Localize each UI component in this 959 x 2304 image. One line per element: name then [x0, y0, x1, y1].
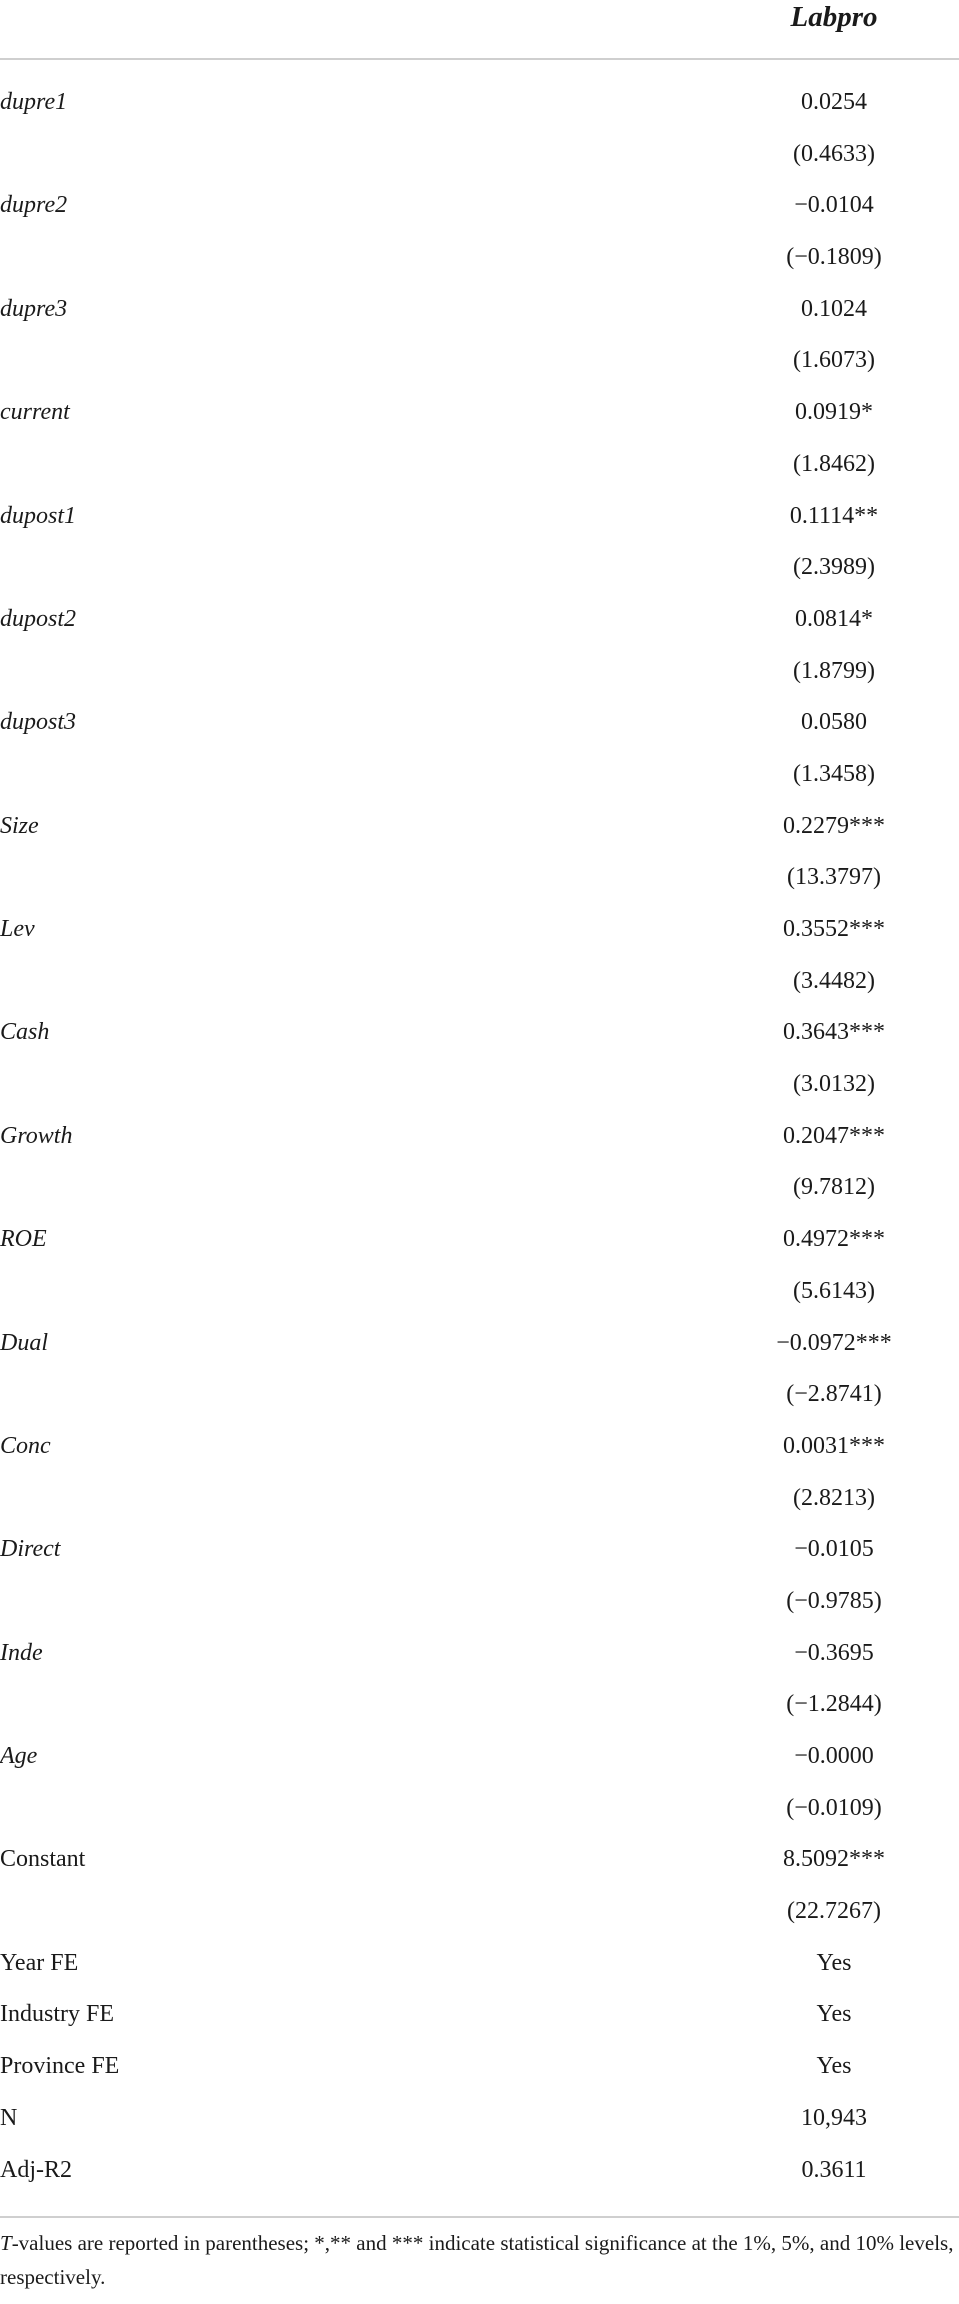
- table-row: [0, 653, 959, 705]
- table-row: [0, 84, 959, 136]
- table-body: [0, 84, 959, 2203]
- row-value: 0.1114**: [789, 502, 879, 529]
- row-value: (1.8462): [793, 450, 875, 477]
- row-value: (1.6073): [793, 347, 875, 374]
- table-row: [0, 2152, 959, 2204]
- row-label: Cash: [0, 1019, 50, 1046]
- row-label: Age: [0, 1743, 38, 1769]
- row-value: (−0.0109): [786, 1794, 882, 1821]
- row-label: ROE: [0, 1226, 47, 1253]
- row-value: (−0.1809): [786, 244, 882, 271]
- row-value: 0.0031***: [783, 1432, 885, 1459]
- row-value: Yes: [816, 2001, 852, 2028]
- row-value: 8.5092***: [783, 1846, 885, 1873]
- footnote-text: -values are reported in parentheses; *,** and *** indicate statistical significance at the 1%, 5%, and 10% levels, respectively.: [0, 2231, 954, 2289]
- table-row: [0, 1531, 959, 1583]
- row-label: Adj-R2: [0, 2156, 72, 2183]
- row-value: (9.7812): [793, 1174, 875, 1201]
- row-value: −0.0972***: [776, 1329, 892, 1356]
- row-value: (−1.2844): [786, 1691, 882, 1718]
- row-label: Inde: [0, 1639, 43, 1666]
- row-value: 0.0814*: [795, 605, 873, 632]
- row-value: −0.0104: [794, 192, 874, 219]
- table-row: [0, 963, 959, 1015]
- row-value: 0.3552***: [783, 916, 885, 942]
- header-divider: [0, 58, 959, 60]
- row-value: 0.3643***: [783, 1019, 885, 1046]
- row-label: Province FE: [0, 2053, 120, 2080]
- row-value: (−2.8741): [786, 1381, 882, 1408]
- row-label: N: [0, 2104, 18, 2131]
- footnote-t-letter: T: [0, 2231, 12, 2255]
- table-row: [0, 1325, 959, 1377]
- row-label: dupre1: [0, 89, 68, 115]
- row-value: (3.4482): [793, 967, 875, 994]
- row-value: 0.2047***: [783, 1122, 885, 1149]
- row-label: Dual: [0, 1329, 48, 1356]
- table-row: [0, 549, 959, 601]
- table-row: [0, 1376, 959, 1428]
- table-row: [0, 1273, 959, 1325]
- table-row: [0, 1686, 959, 1738]
- column-header-labpro: Labpro: [790, 1, 878, 33]
- table-row: [0, 1118, 959, 1170]
- table-row: [0, 2100, 959, 2152]
- footer-divider: [0, 2216, 959, 2218]
- table-row: [0, 498, 959, 550]
- row-value: (0.4633): [793, 140, 875, 167]
- row-value: (2.3989): [793, 554, 875, 581]
- table-row: [0, 1221, 959, 1273]
- table-row: [0, 1066, 959, 1118]
- row-label: dupost1: [0, 502, 77, 529]
- row-value: 0.1024: [801, 295, 867, 322]
- row-label: Constant: [0, 1846, 86, 1873]
- table-row: [0, 1841, 959, 1893]
- table-row: [0, 1893, 959, 1945]
- row-value: (1.3458): [793, 760, 875, 787]
- row-value: 0.0580: [801, 709, 867, 736]
- row-value: 0.0919*: [795, 399, 873, 426]
- table-row: [0, 1428, 959, 1480]
- table-row: [0, 1635, 959, 1687]
- table-row: [0, 291, 959, 343]
- row-value: (−0.9785): [786, 1587, 882, 1614]
- table-row: [0, 446, 959, 498]
- table-row: [0, 1169, 959, 1221]
- table-row: [0, 136, 959, 188]
- row-label: dupre3: [0, 295, 68, 322]
- table-row: [0, 808, 959, 860]
- table-row: [0, 1790, 959, 1842]
- row-label: Direct: [0, 1536, 61, 1563]
- table-footnote: [0, 2226, 959, 2294]
- row-value: −0.0105: [794, 1536, 874, 1563]
- row-value: 10,943: [801, 2104, 867, 2131]
- row-label: Year FE: [0, 1949, 79, 1976]
- table-row: [0, 601, 959, 653]
- table-row: [0, 1996, 959, 2048]
- row-value: (13.3797): [787, 864, 881, 891]
- row-value: (1.8799): [793, 657, 875, 684]
- row-value: (22.7267): [787, 1898, 881, 1925]
- table-row: [0, 1583, 959, 1635]
- row-value: Yes: [816, 1949, 852, 1976]
- row-label: Size: [0, 812, 39, 839]
- row-label: Growth: [0, 1122, 73, 1149]
- table-row: [0, 911, 959, 963]
- row-label: dupost3: [0, 709, 77, 736]
- row-value: 0.4972***: [783, 1226, 885, 1253]
- row-value: −0.0000: [794, 1743, 874, 1769]
- row-label: dupost2: [0, 605, 77, 632]
- row-label: Industry FE: [0, 2001, 114, 2028]
- table-row: [0, 756, 959, 808]
- row-label: Lev: [0, 916, 35, 942]
- row-label: dupre2: [0, 192, 68, 219]
- row-label: current: [0, 399, 70, 426]
- table-row: [0, 1738, 959, 1790]
- table-row: [0, 859, 959, 911]
- table-row: [0, 1945, 959, 1997]
- table-row: [0, 2048, 959, 2100]
- row-value: (3.0132): [793, 1071, 875, 1098]
- row-value: Yes: [816, 2053, 852, 2080]
- row-label: Conc: [0, 1432, 51, 1459]
- row-value: 0.0254: [801, 89, 867, 115]
- table-row: [0, 187, 959, 239]
- row-value: 0.2279***: [783, 812, 885, 839]
- table-row: [0, 1480, 959, 1532]
- table-row: [0, 342, 959, 394]
- table-row: [0, 394, 959, 446]
- row-value: −0.3695: [794, 1639, 874, 1666]
- table-row: [0, 1014, 959, 1066]
- row-value: (5.6143): [793, 1277, 875, 1304]
- table-row: [0, 239, 959, 291]
- table-header: [0, 0, 959, 58]
- row-value: (2.8213): [793, 1484, 875, 1511]
- row-value: 0.3611: [801, 2156, 867, 2183]
- table-row: [0, 704, 959, 756]
